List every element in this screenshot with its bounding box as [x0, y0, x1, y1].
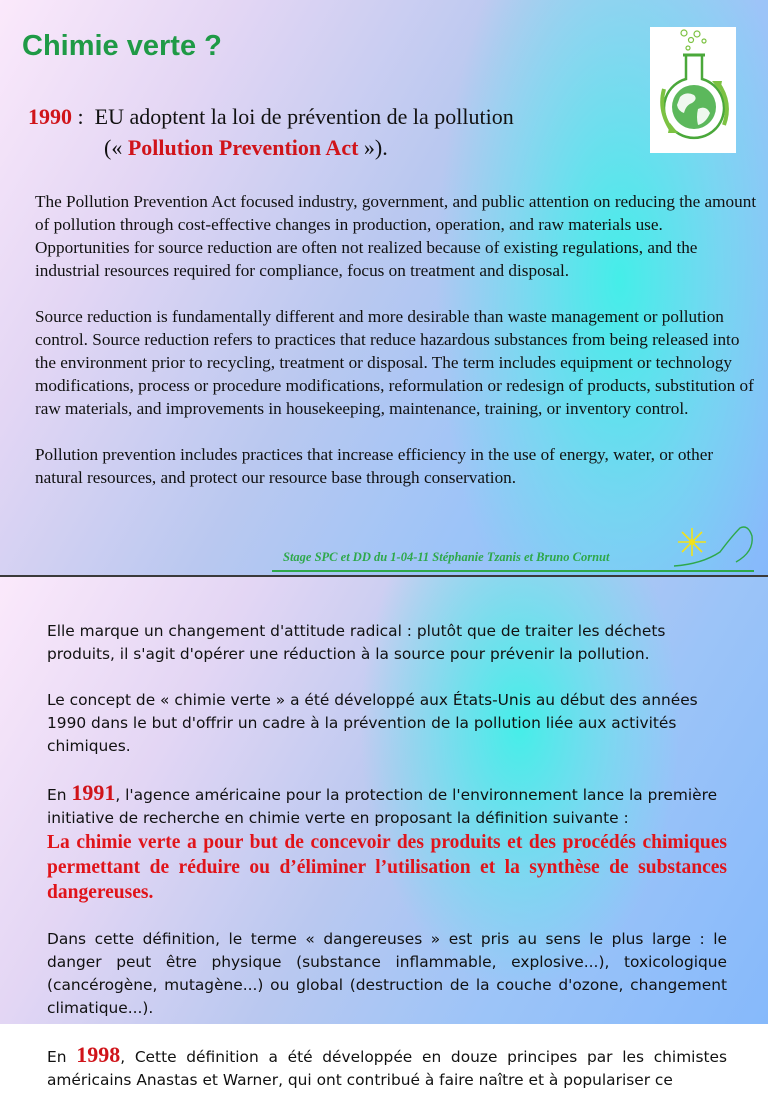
year-1991: 1991	[71, 780, 116, 805]
paragraph-1998	[47, 1043, 727, 1092]
paragraph: Pollution prevention includes practices that increase efficiency in the use of energy, water, or other natural resources, and protect our resource base through conservation.	[35, 445, 714, 487]
headline-open-quote: («	[104, 135, 128, 160]
headline-text: EU adoptent la loi de prévention de la pollution	[94, 104, 514, 129]
paragraph: The Pollution Prevention Act focused industry, government, and public attention on reducing the amount of pollution through cost-effective changes in production, operation, and raw materials use. Opportunities for source reduction are often not realized because of existing regulations, and the industrial resources required for compliance, focus on treatment and disposal.	[35, 192, 757, 280]
green-chemistry-logo	[650, 27, 736, 153]
english-text	[35, 190, 760, 512]
text-1991: , l'agence américaine pour la protection de l'environnement lance la première initiative de recherche en chimie verte en proposant la définition suivante :	[47, 786, 718, 827]
footer-credit: Stage SPC et DD du 1-04-11 Stéphanie Tzanis et Bruno Cornut	[283, 550, 610, 564]
text-en: En	[47, 786, 72, 804]
french-text	[47, 620, 727, 1115]
sun-hill-icon	[672, 522, 756, 568]
paragraph: Source reduction is fundamentally different and more desirable than waste management or pollution control. Source reduction refers to practices that reduce hazardous substances from being released into the environment prior to recycling, treatment or disposal. The term includes equipment or technology modifications, process or procedure modifications, reformulation or redesign of products, substitution of raw materials, and improvements in housekeeping, maintenance, training, or inventory control.	[35, 307, 754, 418]
headline-year: 1990	[28, 104, 72, 129]
footer-line	[272, 570, 754, 572]
paragraph: Le concept de « chimie verte » a été développé aux États-Unis au début des années 1990 dans le but d'offrir un cadre à la prévention de la pollution liée aux activités chimiques.	[47, 691, 698, 755]
paragraph-1991	[47, 781, 727, 830]
page-title: Chimie verte ?	[22, 30, 222, 62]
headline-line-1	[28, 101, 514, 132]
paragraph: Elle marque un changement d'attitude radical : plutôt que de traiter les déchets produits, il s'agit d'opérer une réduction à la source pour prévenir la pollution.	[47, 622, 666, 663]
act-name: Pollution Prevention Act	[127, 135, 359, 160]
definition: La chimie verte a pour but de concevoir des produits et des procédés chimiques permettant de réduire ou d’éliminer l’utilisation et la synthèse de substances dangereuses.	[47, 832, 727, 903]
flask-globe-icon	[650, 27, 736, 153]
text-en: En	[47, 1048, 77, 1066]
headline-separator: :	[72, 104, 95, 129]
slide-2	[0, 577, 768, 1089]
year-1998: 1998	[76, 1042, 121, 1067]
text-1998: , Cette définition a été développée en douze principes par les chimistes américains Anastas et Warner, qui ont contribué à faire naître et à populariser ce	[47, 1048, 728, 1089]
headline-close-quote: »).	[358, 135, 388, 160]
paragraph: Dans cette définition, le terme « dangereuses » est pris au sens le plus large : le danger peut être physique (substance inflammable, explosive...), toxicologique (cancérogène, mutagène...) ou global (destruction de la couche d'ozone, changement climatique...).	[47, 930, 727, 1017]
headline-line-2	[28, 132, 514, 163]
headline	[28, 101, 514, 163]
